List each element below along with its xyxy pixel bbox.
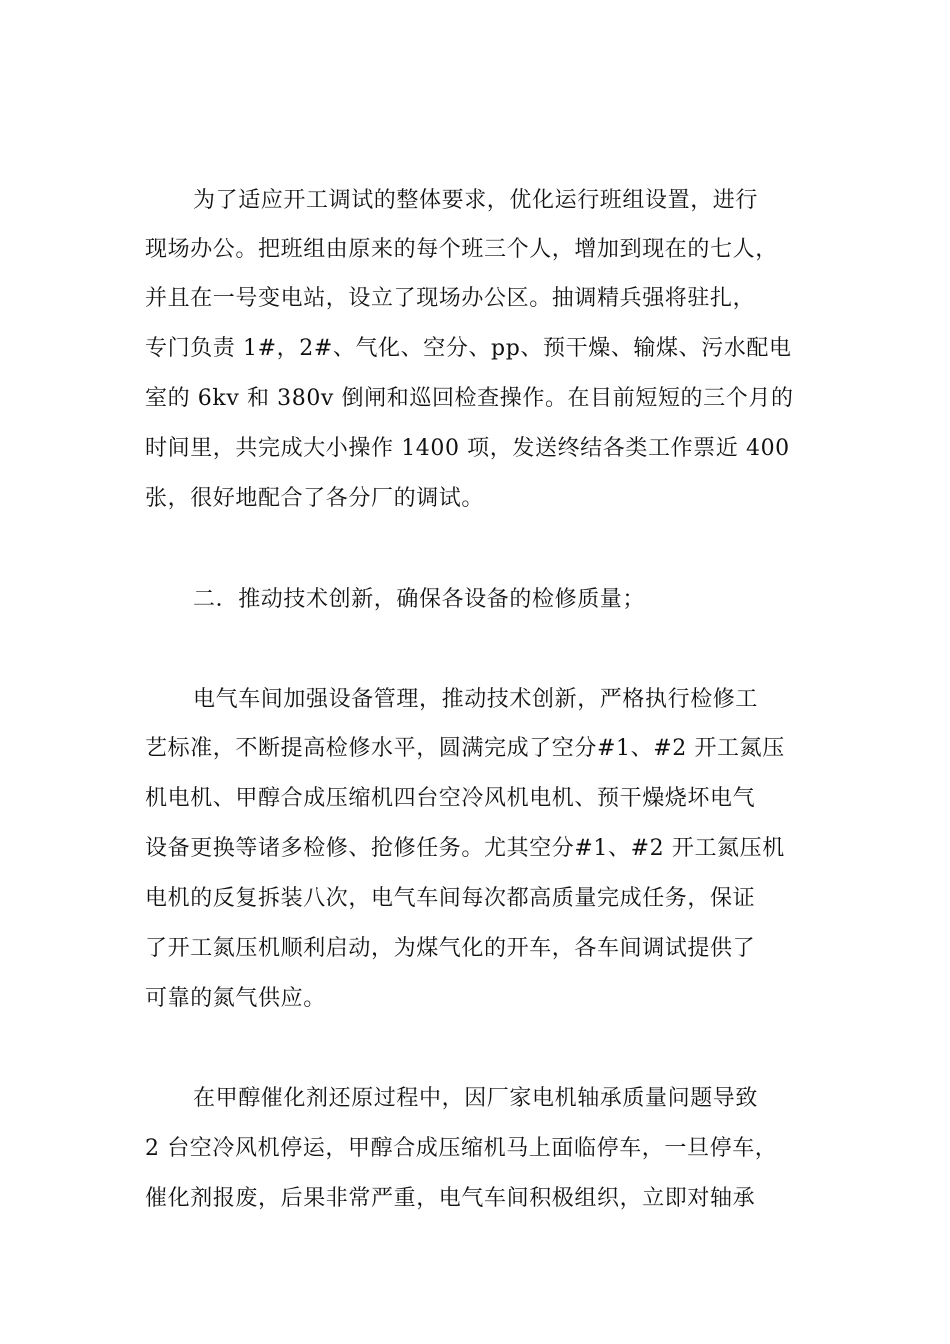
paragraph-1-line-6: 时间里，共完成大小操作 1400 项，发送终结各类工作票近 400 <box>145 436 790 461</box>
paragraph-1-line-4: 专门负责 1#，2#、气化、空分、pp、预干燥、输煤、污水配电 <box>145 336 792 361</box>
paragraph-3-line-2: 2 台空冷风机停运，甲醇合成压缩机马上面临停车，一旦停车， <box>145 1136 778 1161</box>
paragraph-1-line-3: 并且在一号变电站，设立了现场办公区。抽调精兵强将驻扎， <box>145 286 756 311</box>
paragraph-1-line-5: 室的 6kv 和 380v 倒闸和巡回检查操作。在目前短短的三个月的 <box>145 386 794 411</box>
paragraph-2-line-6: 了开工氮压机顺利启动，为煤气化的开车，各车间调试提供了 <box>145 936 756 961</box>
paragraph-2-line-7: 可靠的氮气供应。 <box>145 986 326 1011</box>
paragraph-2-line-1: 电气车间加强设备管理，推动技术创新，严格执行检修工 <box>193 687 759 712</box>
paragraph-2-line-2: 艺标准，不断提高检修水平，圆满完成了空分#1、#2 开工氮压 <box>145 736 785 761</box>
paragraph-2-line-3: 机电机、甲醇合成压缩机四台空冷风机电机、预干燥烧坏电气 <box>145 786 756 811</box>
paragraph-1-line-2: 现场办公。把班组由原来的每个班三个人，增加到现在的七人， <box>145 237 778 262</box>
paragraph-2-line-5: 电机的反复拆装八次，电气车间每次都高质量完成任务，保证 <box>145 886 756 911</box>
paragraph-2-line-4: 设备更换等诸多检修、抢修任务。尤其空分#1、#2 开工氮压机 <box>145 836 785 861</box>
paragraph-3-line-1: 在甲醇催化剂还原过程中，因厂家电机轴承质量问题导致 <box>193 1086 759 1111</box>
paragraph-1-line-7: 张，很好地配合了各分厂的调试。 <box>145 486 485 511</box>
paragraph-1-line-1: 为了适应开工调试的整体要求，优化运行班组设置，进行 <box>193 188 759 213</box>
section-heading: 二．推动技术创新，确保各设备的检修质量； <box>193 587 646 612</box>
paragraph-3-line-3: 催化剂报废，后果非常严重，电气车间积极组织，立即对轴承 <box>145 1186 756 1211</box>
